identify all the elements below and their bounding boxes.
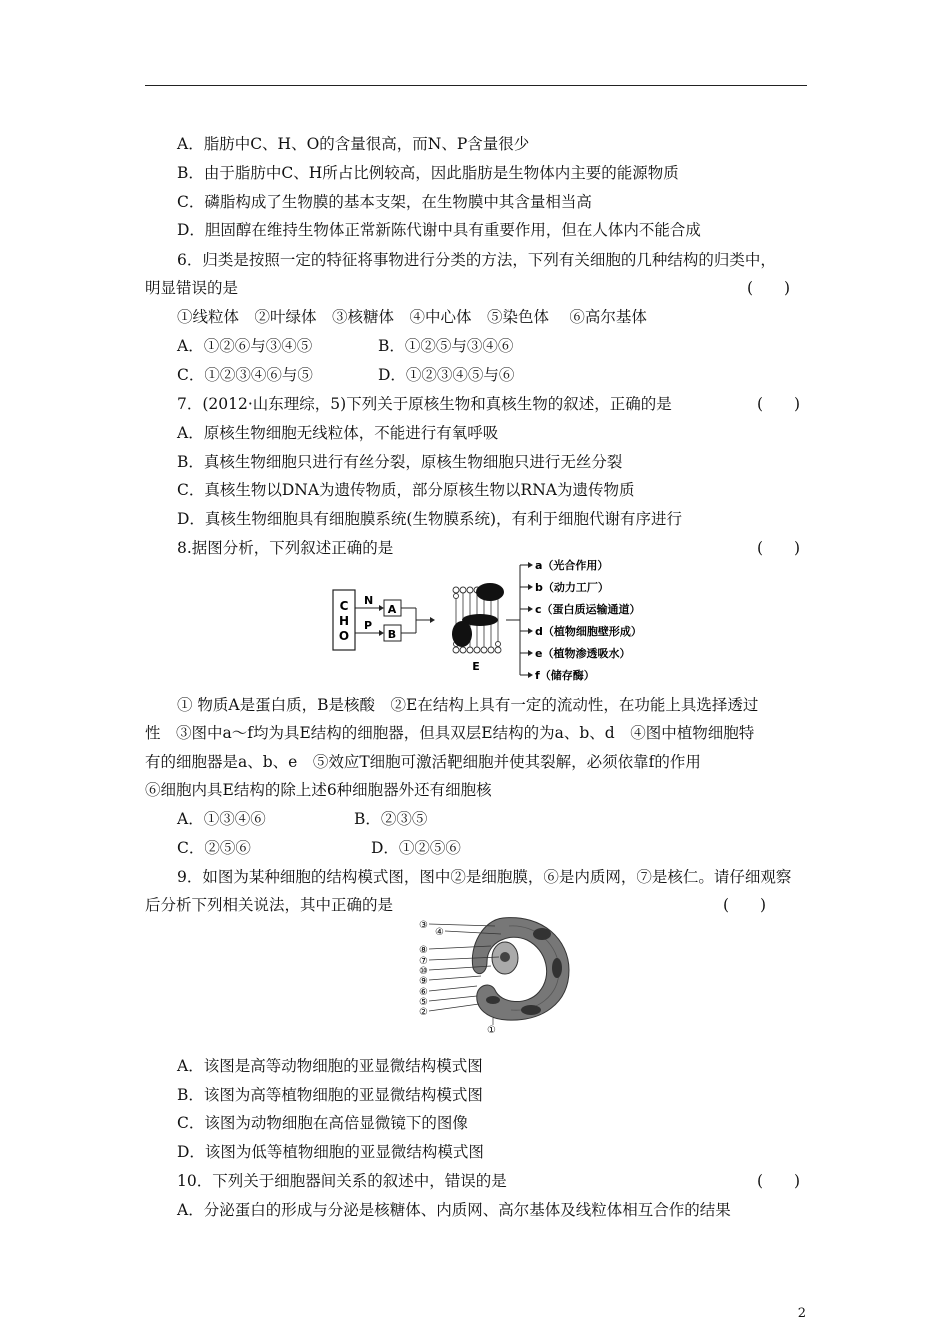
q8-stem: 8.据图分析，下列叙述正确的是 (177, 539, 394, 557)
q8-statement-line1: ① 物质A是蛋白质，B是核酸 ②E在结构上具有一定的流动性，在功能上具选择透过 (177, 696, 759, 714)
q9-label-1: ① (487, 1025, 496, 1034)
q8-output-e: e（植物渗透吸水） (535, 647, 631, 660)
q8-box-a: A (387, 603, 397, 616)
q8-option-b: B．②③⑤ (354, 810, 428, 828)
q8-box-b: B (387, 628, 397, 641)
q8-element-c: C (339, 599, 349, 613)
q9-option-c: C．该图为动物细胞在高倍显微镜下的图像 (177, 1114, 468, 1132)
q8-option-d: D．①②⑤⑥ (371, 839, 461, 857)
q8-output-d: d（植物细胞壁形成） (535, 625, 642, 638)
q8-label-p: P (364, 619, 373, 632)
q8-statement-line3: 有的细胞器是a、b、e ⑤效应T细胞可激活靶细胞并使其裂解，必须依靠f的作用 (145, 753, 701, 771)
q7-stem: 7．(2012·山东理综，5)下列关于原核生物和真核生物的叙述，正确的是 (177, 395, 672, 413)
q8-output-a: a（光合作用） (535, 559, 609, 572)
q8-output-f: f（储存酶） (535, 669, 595, 682)
q6-stem-cont: 明显错误的是 (145, 279, 239, 297)
q8-label-n: N (364, 594, 374, 607)
q8-output-c: c（蛋白质运输通道） (535, 603, 641, 616)
q6-option-b: B．①②⑤与③④⑥ (378, 337, 514, 355)
membrane-icon (452, 583, 504, 653)
q9-option-b: B．该图为高等植物细胞的亚显微结构模式图 (177, 1086, 483, 1104)
q9-label-2: ② (419, 1007, 428, 1018)
q7-option-c: C．真核生物以DNA为遗传物质，部分原核生物以RNA为遗传物质 (177, 481, 635, 499)
q7-option-a: A．原核生物细胞无线粒体，不能进行有氧呼吸 (177, 424, 499, 442)
q8-option-c: C．②⑤⑥ (177, 839, 251, 857)
q9-label-9: ⑨ (419, 976, 428, 987)
q10-answer-blank: ( ) (757, 1172, 801, 1190)
q9-cell-diagram (415, 912, 580, 1034)
q8-element-o: O (338, 629, 350, 643)
q8-option-a: A．①③④⑥ (177, 810, 266, 828)
q9-stem-cont: 后分析下列相关说法，其中正确的是 (145, 896, 394, 914)
q7-option-b: B．真核生物细胞只进行有丝分裂，原核生物细胞只进行无丝分裂 (177, 453, 623, 471)
q9-label-8: ⑧ (419, 945, 428, 956)
header-rule (145, 85, 807, 86)
q10-stem: 10．下列关于细胞器间关系的叙述中，错误的是 (177, 1172, 507, 1190)
q8-output-b: b（动力工厂） (535, 581, 609, 594)
q6-items: ①线粒体 ②叶绿体 ③核糖体 ④中心体 ⑤染色体 ⑥高尔基体 (177, 308, 647, 326)
q9-label-4: ④ (435, 927, 444, 938)
q10-option-a: A．分泌蛋白的形成与分泌是核糖体、内质网、高尔基体及线粒体相互合作的结果 (177, 1201, 731, 1219)
q9-answer-blank: ( ) (723, 896, 767, 914)
q8-element-h: H (338, 614, 350, 628)
q9-option-a: A．该图是高等动物细胞的亚显微结构模式图 (177, 1057, 483, 1075)
q9-label-3: ③ (419, 920, 428, 931)
q7-answer-blank: ( ) (757, 395, 801, 413)
q8-statement-line4: ⑥细胞内具E结构的除上述6种细胞器外还有细胞核 (145, 781, 492, 799)
q6-option-c: C．①②③④⑥与⑤ (177, 366, 313, 384)
q6-answer-blank: ( ) (747, 279, 791, 297)
q8-diagram (330, 556, 660, 684)
q8-statement-line2: 性 ③图中a～f均为具E结构的细胞器，但具双层E结构的为a、b、d ④图中植物细胞特 (145, 724, 755, 742)
q5-option-b: B．由于脂肪中C、H所占比例较高，因此脂肪是生物体内主要的能源物质 (177, 164, 679, 182)
q5-option-c: C．磷脂构成了生物膜的基本支架，在生物膜中其含量相当高 (177, 193, 592, 211)
q9-stem: 9．如图为某种细胞的结构模式图，图中②是细胞膜，⑥是内质网，⑦是核仁。请仔细观察 (177, 868, 792, 886)
q9-label-10: ⑩ (419, 966, 428, 977)
q6-option-d: D．①②③④⑤与⑥ (378, 366, 515, 384)
q6-stem: 6．归类是按照一定的特征将事物进行分类的方法，下列有关细胞的几种结构的归类中， (177, 251, 776, 269)
q9-label-7: ⑦ (419, 956, 428, 967)
q8-answer-blank: ( ) (757, 539, 801, 557)
q9-option-d: D．该图为低等植物细胞的亚显微结构模式图 (177, 1143, 484, 1161)
q9-label-6: ⑥ (419, 987, 428, 998)
q6-option-a: A．①②⑥与③④⑤ (177, 337, 313, 355)
q5-option-d: D．胆固醇在维持生物体正常新陈代谢中具有重要作用，但在人体内不能合成 (177, 221, 701, 239)
q7-option-d: D．真核生物细胞具有细胞膜系统(生物膜系统)，有利于细胞代谢有序进行 (177, 510, 683, 528)
q5-option-a: A．脂肪中C、H、O的含量很高，而N、P含量很少 (177, 135, 530, 153)
q8-label-e: E (472, 660, 480, 673)
q9-label-5: ⑤ (419, 997, 428, 1008)
page-number: 2 (797, 1306, 806, 1321)
